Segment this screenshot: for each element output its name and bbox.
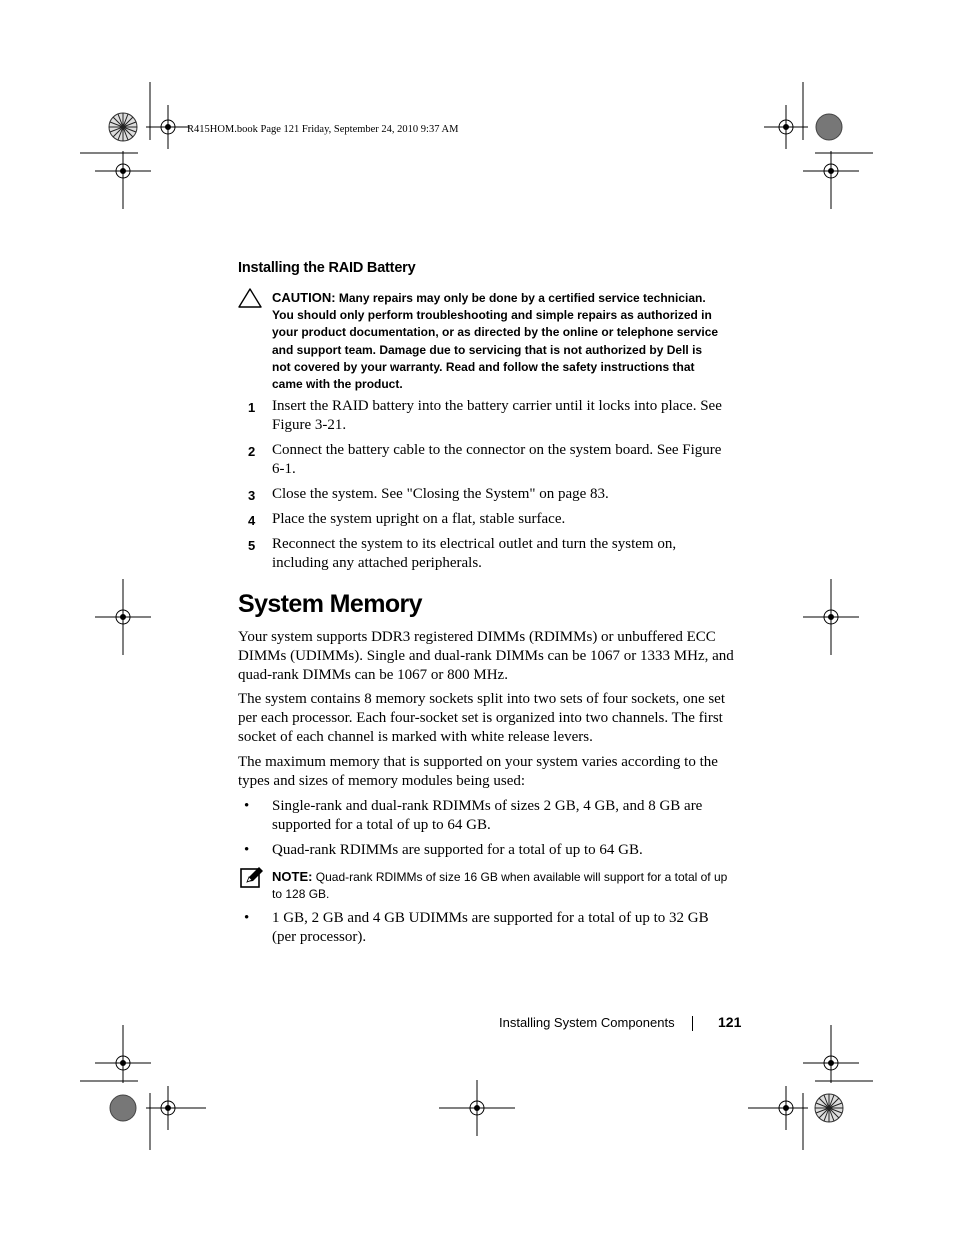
starburst-mark bbox=[815, 1094, 843, 1122]
page-number: 121 bbox=[718, 1014, 742, 1030]
step-text: Reconnect the system to its electrical outlet and turn the system on, including any attached peripherals. bbox=[272, 536, 677, 571]
footer-chapter-title: Installing System Components bbox=[499, 1015, 675, 1030]
registration-mark bbox=[803, 151, 859, 209]
step-number: 3 bbox=[248, 488, 256, 503]
tint-circle-mark bbox=[816, 114, 842, 140]
note-text: Quad-rank RDIMMs of size 16 GB when available will support for a total of up to 128 GB. bbox=[272, 870, 728, 901]
bullet-glyph: • bbox=[244, 798, 250, 814]
caution-text: Many repairs may only be done by a certified service technician. You should only perform troubleshooting and simple repairs as authorized in your product documentation, or as directed by the online or telephone service and support team. Damage due to servicing that is not authorized by Dell is not covered by your warranty. Read and follow the safety instructions that came with the product. bbox=[272, 291, 719, 392]
tint-circle-mark bbox=[110, 1095, 136, 1121]
step-number: 2 bbox=[248, 444, 256, 459]
caution-label: CAUTION: bbox=[272, 290, 336, 305]
body-paragraph: The maximum memory that is supported on your system varies according to the types and sizes of memory modules being used: bbox=[238, 754, 718, 789]
bullet-glyph: • bbox=[244, 910, 250, 926]
registration-mark bbox=[95, 1025, 151, 1083]
registration-mark bbox=[146, 1086, 206, 1130]
section-heading: Installing the RAID Battery bbox=[238, 260, 416, 276]
step-number: 5 bbox=[248, 538, 256, 553]
registration-mark bbox=[748, 1086, 808, 1130]
registration-mark bbox=[764, 105, 808, 149]
note-pencil-icon bbox=[240, 866, 264, 888]
step-text: Insert the RAID battery into the battery carrier until it locks into place. See Figure 3-21. bbox=[272, 398, 722, 433]
starburst-mark bbox=[109, 113, 137, 141]
print-slug: R415HOM.book Page 121 Friday, September 24, 2010 9:37 AM bbox=[187, 124, 459, 135]
caution-notice bbox=[272, 289, 722, 393]
body-paragraph: Your system supports DDR3 registered DIMMs (RDIMMs) or unbuffered ECC DIMMs (UDIMMs). Single and dual-rank DIMMs can be 1067 or 1333 MHz, and quad-rank DIMMs can be 1067 or 800 MHz. bbox=[238, 629, 734, 683]
caution-icon bbox=[238, 288, 262, 308]
bullet-glyph: • bbox=[244, 842, 250, 858]
step-number: 4 bbox=[248, 513, 256, 528]
page-title: System Memory bbox=[238, 590, 422, 618]
note-notice bbox=[272, 868, 734, 903]
step-text: Connect the battery cable to the connector on the system board. See Figure 6-1. bbox=[272, 442, 722, 477]
note-label: NOTE: bbox=[272, 869, 313, 884]
body-paragraph: The system contains 8 memory sockets split into two sets of four sockets, one set per each processor. Each four-socket set is organized into two channels. The first socket of each channel is marked with white release levers. bbox=[238, 691, 726, 745]
list-item-text: Quad-rank RDIMMs are supported for a total of up to 64 GB. bbox=[272, 842, 643, 858]
step-text: Close the system. See "Closing the System" on page 83. bbox=[272, 486, 609, 502]
registration-mark bbox=[95, 151, 151, 209]
registration-mark bbox=[95, 579, 151, 655]
registration-mark bbox=[146, 105, 190, 149]
footer-divider bbox=[692, 1016, 693, 1031]
registration-mark bbox=[439, 1080, 515, 1136]
list-item-text: Single-rank and dual-rank RDIMMs of sizes 2 GB, 4 GB, and 8 GB are supported for a total of up to 64 GB. bbox=[272, 798, 703, 833]
registration-mark bbox=[803, 579, 859, 655]
step-text: Place the system upright on a flat, stable surface. bbox=[272, 511, 566, 527]
step-number: 1 bbox=[248, 400, 256, 415]
list-item-text: 1 GB, 2 GB and 4 GB UDIMMs are supported for a total of up to 32 GB (per processor). bbox=[272, 910, 709, 945]
registration-mark bbox=[803, 1025, 859, 1083]
